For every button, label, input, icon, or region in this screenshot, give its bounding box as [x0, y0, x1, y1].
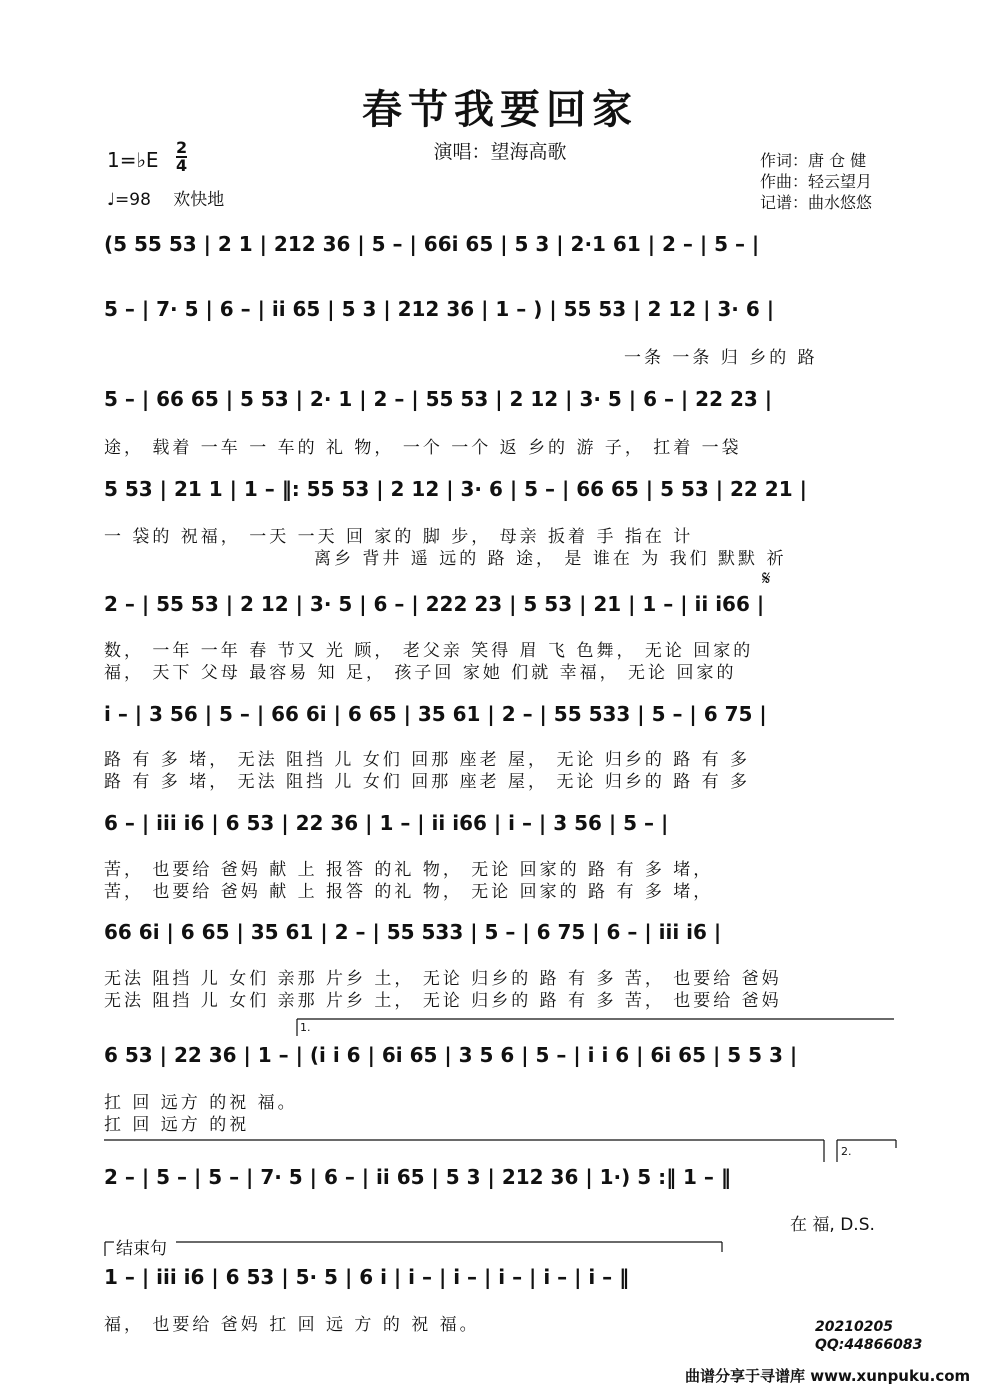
- volta-2-label: 2.: [841, 1145, 852, 1158]
- lyric-line: 福， 天下 父母 最容易 知 足， 孩子回 家她 们就 幸福， 无论 回家的: [104, 663, 737, 683]
- staff-line-11: [104, 1265, 898, 1303]
- ending-label: 结束句: [116, 1239, 167, 1259]
- lyric-line: 扛 回 远方 的祝: [104, 1115, 250, 1135]
- staff-notes: 5 53 | 21 1 | 1 – ‖: 55 53 | 2 12 | 3· 6 | 5 – | 66 65 | 5 53 | 22 21 |: [104, 477, 807, 501]
- volta-1-label: 1.: [300, 1021, 311, 1034]
- staff-notes: 6 53 | 22 36 | 1 – | (i i 6 | 6i 65 | 3 5 6 | 5 – | i i 6 | 6i 65 | 5 5 3 |: [104, 1043, 798, 1067]
- staff-line-6: [104, 702, 898, 740]
- date-stamp: [815, 1318, 922, 1354]
- staff-line-9: [104, 1043, 898, 1081]
- lyric-line: 数， 一年 一年 春 节又 光 顾， 老父亲 笑得 眉 飞 色舞， 无论 回家的: [104, 641, 754, 661]
- segno-sign: 𝄋: [762, 566, 771, 590]
- qq-text: QQ:44866083: [815, 1337, 923, 1353]
- staff-notes: i – | 3 56 | 5 – | 66 6i | 6 65 | 35 61 | 2 – | 55 533 | 5 – | 6 75 |: [104, 702, 767, 726]
- staff-line-8: [104, 920, 898, 958]
- footer-credit: 曲谱分享于寻谱库 www.xunpuku.com: [685, 1367, 971, 1385]
- lyricist-credit: 作词：唐 仓 健: [760, 151, 867, 170]
- ending-bracket: [104, 1238, 724, 1258]
- staff-line-3: [104, 387, 898, 425]
- lyric-line: 路 有 多 堵， 无法 阻挡 儿 女们 回那 座老 屋， 无论 归乡的 路 有 多: [104, 750, 751, 770]
- song-title: 春节我要回家: [362, 86, 638, 133]
- lyric-line: 无法 阻挡 儿 女们 亲那 片乡 土， 无论 归乡的 路 有 多 苦， 也要给 爸妈: [104, 991, 782, 1011]
- staff-line-2: [104, 297, 898, 335]
- singer-credit: 演唱：望海高歌: [433, 141, 567, 163]
- staff-notes: 1 – | iii i6 | 6 53 | 5· 5 | 6 i | i – | i – | i – | i – | i – ‖: [104, 1265, 630, 1289]
- volta-1-bracket: [296, 1018, 896, 1038]
- composer-credit: 作曲：轻云望月: [760, 172, 873, 191]
- staff-notes: 6 – | iii i6 | 6 53 | 22 36 | 1 – | ii i66 | i – | 3 56 | 5 – |: [104, 811, 669, 835]
- staff-line-4: [104, 477, 898, 515]
- staff-line-5: [104, 592, 898, 630]
- lyric-line: 苦， 也要给 爸妈 献 上 报答 的礼 物， 无论 回家的 路 有 多 堵，: [104, 882, 714, 902]
- lyric-line: 无法 阻挡 儿 女们 亲那 片乡 土， 无论 归乡的 路 有 多 苦， 也要给 爸妈: [104, 969, 782, 989]
- staff-line-10: [104, 1165, 898, 1203]
- lyric-line: 一 袋的 祝福， 一天 一天 回 家的 脚 步， 母亲 扳着 手 指在 计: [104, 527, 694, 547]
- lyric-line: 途， 载着 一车 一 车的 礼 物， 一个 一个 返 乡的 游 子， 扛着 一袋: [104, 438, 742, 458]
- lyric-line: 一条 一条 归 乡的 路: [624, 348, 818, 368]
- lyric-line: 福， 也要给 爸妈 扛 回 远 方 的 祝 福。: [104, 1315, 480, 1335]
- staff-notes: 66 6i | 6 65 | 35 61 | 2 – | 55 533 | 5 – | 6 75 | 6 – | iii i6 |: [104, 920, 722, 944]
- time-signature-top: 2: [176, 138, 188, 157]
- staff-notes: (5 55 53 | 2 1 | 212 36 | 5 – | 66i 65 | 5 3 | 2·1 61 | 2 – | 5 – |: [104, 232, 760, 256]
- time-signature-bottom: 4: [176, 156, 188, 175]
- staff-notes: 2 – | 55 53 | 2 12 | 3· 5 | 6 – | 222 23 | 5 53 | 21 | 1 – | ii i66 |: [104, 592, 765, 616]
- lyric-line-ds: 在 福, D.S.: [790, 1215, 875, 1235]
- staff-notes: 2 – | 5 – | 5 – | 7· 5 | 6 – | ii 65 | 5 3 | 212 36 | 1·) 5 :‖ 1 – ‖: [104, 1165, 731, 1189]
- volta-2-bracket: [104, 1138, 899, 1164]
- lyric-line: 离乡 背井 遥 远的 路 途， 是 谁在 为 我们 默默 祈: [314, 549, 787, 569]
- key-signature: 1=♭E: [107, 148, 159, 172]
- lyric-line: 苦， 也要给 爸妈 献 上 报答 的礼 物， 无论 回家的 路 有 多 堵，: [104, 860, 714, 880]
- staff-notes: 5 – | 7· 5 | 6 – | ii 65 | 5 3 | 212 36 | 1 – ) | 55 53 | 2 12 | 3· 6 |: [104, 297, 775, 321]
- staff-line-7: [104, 811, 898, 849]
- staff-line-1: [104, 232, 898, 270]
- lyric-line: 路 有 多 堵， 无法 阻挡 儿 女们 回那 座老 屋， 无论 归乡的 路 有 多: [104, 772, 751, 792]
- credits-block: [760, 150, 872, 213]
- lyric-line: 扛 回 远方 的祝 福。: [104, 1093, 298, 1113]
- tempo-marking: ♩=98 欢快地: [107, 190, 225, 210]
- time-signature: [176, 140, 187, 174]
- date-text: 20210205: [815, 1319, 893, 1335]
- staff-notes: 5 – | 66 65 | 5 53 | 2· 1 | 2 – | 55 53 | 2 12 | 3· 5 | 6 – | 22 23 |: [104, 387, 773, 411]
- transcriber-credit: 记谱：曲水悠悠: [760, 193, 873, 212]
